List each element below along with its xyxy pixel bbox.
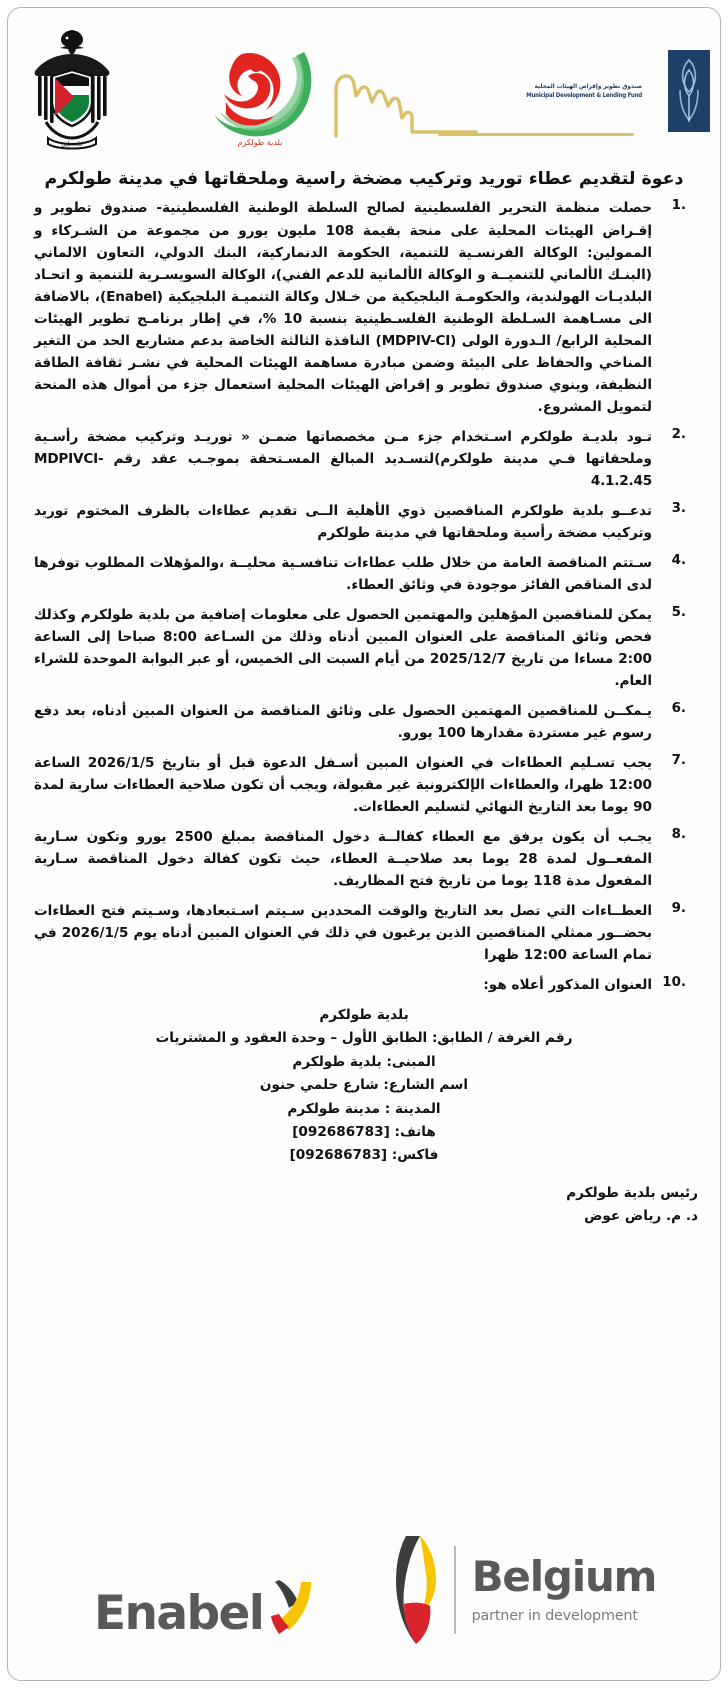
list-item (34, 552, 690, 596)
clause-text: سـتتم المناقصة العامة من خلال طلب عطاءات تنافسـية محليــة ،والمؤهلات المطلوب توفرها لدى المناقص الفائز موجودة في وثائق العطاء. (34, 554, 652, 593)
address-street: اسم الشارع: شارع حلمي حنون (259, 1077, 469, 1094)
list-item (34, 426, 690, 492)
clause-number: 7. (671, 752, 686, 768)
clause-text: يجب تسـليم العطاءات في العنوان المبين أسـفل الدعوة قبل أو بتاريخ 2026/1/5 الساعة 12:00 ظهرا، والعطاءات الإلكترونية غير مقبولة، ويجب أن تكون صلاحية العطاءات سارية لمدة 90 يوما بعد التاريخ النهائي لتسليم العطاءات. (34, 754, 652, 815)
belgium-tagline: partner in development (471, 1608, 638, 1624)
clause-text: العنوان المذكور أعلاه هو: (483, 976, 652, 993)
enabel-wordmark: Enabel (94, 1585, 264, 1641)
clause-number: 3. (671, 500, 686, 516)
clause-number: 1. (671, 198, 686, 214)
clause-number: 5. (671, 604, 686, 620)
header-logo-strip (8, 8, 720, 160)
clause-text: تـود بلديـة طولكرم اسـتخدام جزء مـن مخصصاتها ضمـن « توريـد وتركيب مضخة رأسـية وملحقاتها فـي مدينة طولكرم)لتسـديد المبالغ المسـتحقة بموجـب عقد رقم MDPIVCI-4.1.2.45 (34, 428, 652, 489)
mdlf-name-english: Municipal Development & Lending Fund (526, 92, 642, 99)
address-city: المدينة : مدينة طولكرم (287, 1100, 441, 1117)
list-item (34, 826, 690, 892)
clause-number: 4. (671, 552, 686, 568)
address-fax: فاكس: [092686783] (289, 1147, 439, 1164)
clause-text: حصلت منظمة التحرير الفلسطينية لصالح السلطة الوطنية الفلسطينية- صندوق تطوير و إقـراض الهيئات المحلية على منحة بقيمة 108 مليون يورو من مجموعة من الشـركاء و الممولين: الوكالة الفرنسـية للتنمية، الحكومة الدنماركية، البنك الدولي، التعاون الالماني (البنـك الألماني للتنميــة و الوكالة الألمانية للدعم الفني)، الوكالة السويسـرية للتنمية و اتحـاد البلديـات الهولندية، والحكومـة البلجيكية من خـلال وكالة التنميـة البلجيكية (Enabel)، بالاضافة الى مسـاهمة السـلطة الوطنية الفلسـطينية بنسبة 10 %، في إطار برنامـج تطوير الهيئات المحلية الرابع/ الـدورة الولى (MDPIV-CI) النافذة الثالثة الخاصة بدعم مشاريع الحد من التغير المناخي والحفاظ على البيئة وضمن مبادرة مساهمة الهيئات المحلية في نشـر ثقافة الطاقة النظيفة، وينوي صندوق تطوير و إقراض الهيئات المحلية استعمال جزء من أموال هذه المنحة لتمويل المشروع. (34, 200, 653, 415)
clause-text: تدعــو بلدية طولكرم المناقصين ذوي الأهلية الــى تقديم عطاءات بالظرف المختوم توريد وتركيب مضخة رأسية وملحقاتها في مدينة طولكرم (34, 502, 652, 541)
belgium-flame-icon (386, 1532, 442, 1648)
mdlf-logo-icon (438, 44, 710, 150)
svg-text:فلسطين: فلسطين (61, 140, 83, 148)
svg-text:بلدية طولكرم: بلدية طولكرم (237, 138, 283, 147)
palestine-state-emblem-icon (30, 26, 114, 150)
mdlf-mark-icon (668, 50, 710, 132)
address-room-floor: رقم الغرفة / الطابق: الطابق الأول – وحدة العقود و المشتريات (155, 1030, 573, 1047)
footer-logo-strip (8, 1526, 720, 1656)
signature-block (8, 1182, 720, 1228)
clause-number: 6. (671, 700, 686, 716)
clause-text: يـمكــن للمناقصين المهتمين الحصول على وثائق المناقصة من العنوان المبين أدناه، بعد دفع رسوم غير مستردة مقدارها 100 يورو. (34, 702, 652, 741)
address-building: المبنى: بلدية طولكرم (292, 1053, 436, 1070)
list-item (34, 197, 690, 417)
address-block (34, 1004, 694, 1168)
enabel-logo (94, 1578, 319, 1648)
advertisement-sheet (7, 7, 721, 1681)
clause-list (8, 197, 720, 996)
list-item (34, 900, 690, 966)
address-phone: هاتف: [092686783] (292, 1123, 436, 1140)
clause-text: يمكن للمناقصين المؤهلين والمهتمين الحصول على معلومات إضافية من بلدية طولكرم وكذلك فحص وثائق المناقصة على العنوان المبين أدناه وذلك من السـاعة 8:00 صباحا إلى الساعة 2:00 مساءا من تاريخ 2025/12/7 من أيام السبت الى الخميس، أو عبر البوابة الموحدة للشراء العام. (34, 606, 652, 689)
list-item (34, 500, 690, 544)
clause-number: 9. (671, 900, 686, 916)
clause-text: يجـب أن يكون يرفق مع العطاء كفالــة دخول المناقصة بمبلغ 2500 يورو وتكون سـارية المفعــول لمدة 28 يوما بعد صلاحيــة العطاء، حيث تكون كفالة دخول المناقصة سـارية المفعول مدة 118 يوما من تاريخ فتح المظاريف. (34, 828, 652, 889)
list-item (34, 700, 690, 744)
clause-number: 8. (671, 826, 686, 842)
clause-text: العطــاءات التي تصل بعد التاريخ والوقت المحددين سـيتم اسـتبعادها، وسـيتم فتح العطاءات بحضــور ممثلي المناقصين الذين يرغبون في ذلك في العنوان المبين أدناه يوم 2026/1/5 في تمام الساعة 12:00 ظهرا (34, 902, 652, 963)
clause-number: 2. (671, 426, 686, 442)
signer-role: رئيس بلدية طولكرم (566, 1184, 698, 1201)
list-item (34, 604, 690, 692)
belgium-logo (386, 1532, 656, 1648)
tulkarm-municipality-logo-icon (186, 36, 334, 152)
list-item (34, 752, 690, 818)
list-item (34, 974, 690, 996)
enabel-chevron-icon (267, 1578, 319, 1640)
gold-divider-rule (438, 133, 634, 136)
signer-name: د. م. رياض عوض (584, 1207, 698, 1224)
belgium-wordmark (471, 1552, 657, 1624)
clause-number: 10. (662, 974, 686, 990)
mdlf-wordmark (460, 82, 642, 100)
belgium-name: Belgium (471, 1552, 657, 1601)
mdlf-name-arabic: صندوق تطوير وإقراض الهيئات المحلية (534, 83, 642, 90)
page-title: دعوة لتقديم عطاء توريد وتركيب مضخة راسية وملحقاتها في مدينة طولكرم (44, 169, 684, 189)
address-organization: بلدية طولكرم (319, 1007, 409, 1023)
belgium-divider (454, 1546, 456, 1634)
